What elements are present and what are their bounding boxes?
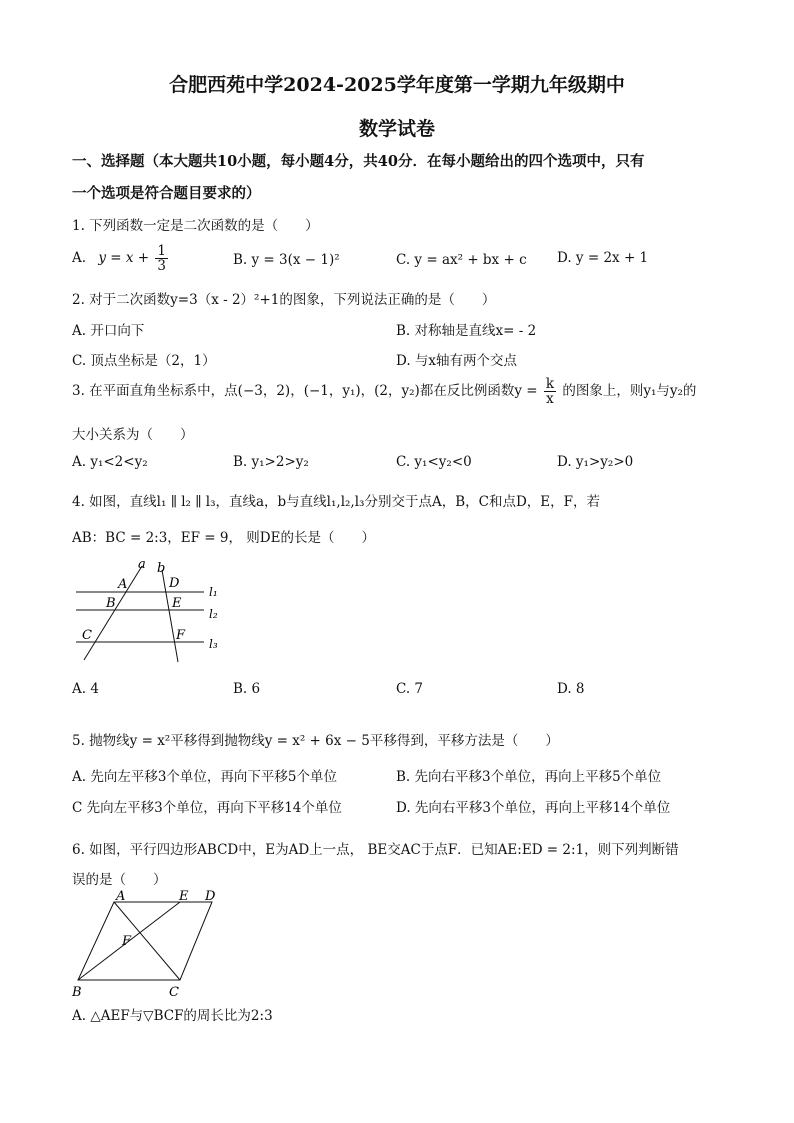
q3-stem-pre: 3. 在平面直角坐标系中，点(−3，2)，(−1，y₁)，(2，y₂)都在反比例函数y = [72, 383, 538, 400]
q3-fraction-denominator: x [546, 391, 554, 408]
q3-fraction-numerator: k [545, 376, 555, 392]
q4-stem-line2: AB：BC = 2:3，EF = 9， 则DE的长是（ ） [72, 530, 375, 546]
label-b: b [157, 561, 166, 576]
q2-stem: 2. 对于二次函数y=3（x - 2）²+1的图象，下列说法正确的是（ ） [72, 292, 496, 308]
exam-subtitle: 数学试卷 [358, 118, 435, 140]
q3-fraction [544, 377, 556, 406]
label-point-A: A [118, 577, 128, 592]
q1-option-a-expr: y = x + [98, 250, 150, 267]
label-point-C: C [169, 985, 179, 1000]
q5-option-d: D. 先向右平移3个单位，再向上平移14个单位 [396, 800, 671, 816]
q5-option-c: C 先向左平移3个单位，再向下平移14个单位 [72, 800, 342, 816]
q1-option-a-label: A. [72, 250, 87, 267]
q1-option-a-fraction [155, 244, 168, 273]
q6-stem-line2: 误的是（ ） [72, 872, 167, 888]
label-point-E: E [172, 596, 182, 611]
q2-option-a: A. 开口向下 [72, 323, 145, 339]
q1-fraction-denominator: 3 [157, 258, 166, 275]
q1-option-c: C. y = ax² + bx + c [396, 252, 527, 268]
q2-option-b: B. 对称轴是直线x= - 2 [396, 323, 537, 339]
section-heading-line2: 一个选项是符合题目要求的） [72, 185, 261, 202]
q5-option-a: A. 先向左平移3个单位，再向下平移5个单位 [72, 769, 338, 785]
label-point-C: C [82, 628, 92, 643]
q3-option-a: A. y₁<2<y₂ [72, 454, 148, 470]
q3-option-c: C. y₁<y₂<0 [396, 454, 472, 470]
label-point-D: D [205, 890, 216, 904]
q1-stem: 1. 下列函数一定是二次函数的是（ ） [72, 218, 319, 234]
q2-option-c: C. 顶点坐标是（2，1） [72, 353, 216, 369]
q3-option-b: B. y₁>2>y₂ [233, 454, 309, 470]
q3-option-d: D. y₁>y₂>0 [557, 454, 634, 470]
label-point-E: E [179, 890, 189, 904]
q4-option-d: D. 8 [557, 681, 585, 697]
q2-option-d: D. 与x轴有两个交点 [396, 353, 518, 369]
q3-stem-line2: 大小关系为（ ） [72, 427, 194, 443]
exam-title: 合肥西苑中学2024-2025学年度第一学期九年级期中 [169, 74, 625, 96]
q6-parallelogram-figure [66, 890, 236, 1002]
q5-stem: 5. 抛物线y = x²平移得到抛物线y = x² + 6x − 5平移得到，平移方法是（ ） [72, 733, 559, 749]
label-a: a [138, 557, 146, 572]
q1-fraction-numerator: 1 [157, 243, 166, 259]
label-point-A: A [116, 890, 126, 904]
parallelogram-ABCD [78, 902, 212, 980]
q3-stem-post: 的图象上，则y₁与y₂的 [562, 383, 697, 400]
q1-option-d: D. y = 2x + 1 [557, 250, 649, 266]
label-point-F: F [122, 934, 132, 949]
q1-option-b: B. y = 3(x − 1)² [233, 252, 340, 268]
label-point-B: B [106, 596, 116, 611]
q3-stem [72, 377, 696, 406]
label-point-B: B [72, 985, 82, 1000]
q4-option-c: C. 7 [396, 681, 424, 697]
line-a [84, 566, 142, 660]
section-heading-line1: 一、选择题（本大题共10小题，每小题4分，共40分．在每小题给出的四个选项中，只有 [72, 153, 645, 170]
q6-stem-line1: 6. 如图，平行四边形ABCD中，E为AD上一点， BE交AC于点F．已知AE:ED = 2:1，则下列判断错 [72, 842, 679, 858]
q4-parallel-lines-figure [70, 556, 230, 666]
label-point-D: D [169, 576, 180, 591]
q4-stem-line1: 4. 如图，直线l₁ ∥ l₂ ∥ l₃，直线a，b与直线l₁,l₂,l₃分别交于点A，B，C和点D，E，F，若 [72, 494, 601, 510]
q4-option-a: A. 4 [72, 681, 99, 697]
q6-option-a: A. △AEF与▽BCF的周长比为2:3 [72, 1008, 273, 1024]
label-point-F: F [176, 628, 186, 643]
label-l2: l₂ [209, 607, 218, 621]
q4-option-b: B. 6 [233, 681, 261, 697]
q5-option-b: B. 先向右平移3个单位，再向上平移5个单位 [396, 769, 662, 785]
label-l3: l₃ [209, 637, 218, 651]
label-l1: l₁ [209, 585, 218, 599]
q1-option-a [72, 244, 170, 273]
